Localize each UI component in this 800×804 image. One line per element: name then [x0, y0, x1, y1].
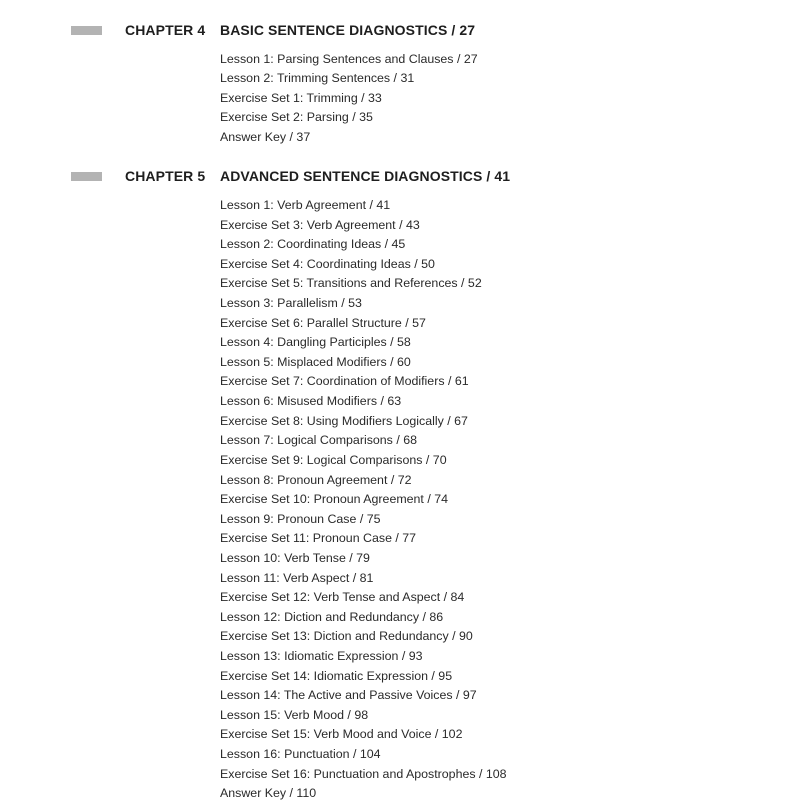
toc-entry: Lesson 13: Idiomatic Expression / 93 [220, 649, 423, 664]
toc-entry: Lesson 4: Dangling Participles / 58 [220, 335, 411, 350]
toc-entry: Lesson 15: Verb Mood / 98 [220, 707, 369, 722]
toc-entry: Exercise Set 10: Pronoun Agreement / 74 [220, 492, 448, 507]
toc-entry: Exercise Set 8: Using Modifiers Logically / 67 [220, 413, 468, 428]
toc-entry: Lesson 3: Parallelism / 53 [220, 296, 362, 311]
toc-entry: Exercise Set 4: Coordinating Ideas / 50 [220, 256, 435, 271]
toc-entry: Lesson 12: Diction and Redundancy / 86 [220, 609, 444, 624]
chapter-marker-bar [71, 26, 102, 35]
toc-entry: Exercise Set 11: Pronoun Case / 77 [220, 531, 417, 546]
toc-entry: Exercise Set 7: Coordination of Modifiers / 61 [220, 374, 469, 389]
toc-entry: Exercise Set 3: Verb Agreement / 43 [220, 217, 420, 232]
chapter-label: CHAPTER 5 [125, 168, 206, 184]
toc-entry: Lesson 10: Verb Tense / 79 [220, 550, 370, 565]
chapter-label: CHAPTER 4 [125, 22, 206, 38]
toc-entry: Exercise Set 13: Diction and Redundancy / 90 [220, 629, 473, 644]
toc-entry: Exercise Set 1: Trimming / 33 [220, 90, 382, 105]
toc-entry: Exercise Set 2: Parsing / 35 [220, 110, 373, 125]
toc-entry: Lesson 8: Pronoun Agreement / 72 [220, 472, 412, 487]
toc-entry: Lesson 14: The Active and Passive Voices / 97 [220, 688, 477, 703]
toc-entry: Answer Key / 110 [220, 786, 317, 801]
toc-entry: Exercise Set 6: Parallel Structure / 57 [220, 315, 426, 330]
toc-entry: Answer Key / 37 [220, 129, 311, 144]
toc-entry: Lesson 1: Verb Agreement / 41 [220, 198, 391, 212]
toc-entry: Exercise Set 15: Verb Mood and Voice / 102 [220, 727, 463, 742]
toc-entry: Exercise Set 12: Verb Tense and Aspect / 84 [220, 590, 465, 605]
toc-entry: Lesson 2: Trimming Sentences / 31 [220, 71, 415, 86]
chapter-marker-bar [71, 172, 102, 181]
toc-entry: Exercise Set 5: Transitions and References / 52 [220, 276, 482, 291]
toc-entry: Lesson 6: Misused Modifiers / 63 [220, 394, 402, 409]
chapter-5-entry-list [220, 196, 507, 804]
toc-entry: Exercise Set 14: Idiomatic Expression / 95 [220, 668, 453, 683]
toc-entry: Lesson 7: Logical Comparisons / 68 [220, 433, 417, 448]
toc-entry: Exercise Set 9: Logical Comparisons / 70 [220, 452, 447, 467]
chapter-title: ADVANCED SENTENCE DIAGNOSTICS / 41 [220, 168, 511, 184]
toc-entry: Exercise Set 16: Punctuation and Apostrophes / 108 [220, 766, 507, 781]
chapter-4-entry-list [220, 50, 478, 148]
toc-entry: Lesson 1: Parsing Sentences and Clauses / 27 [220, 51, 478, 66]
toc-entry: Lesson 5: Misplaced Modifiers / 60 [220, 354, 411, 369]
toc-entry: Lesson 16: Punctuation / 104 [220, 747, 381, 762]
toc-entry: Lesson 11: Verb Aspect / 81 [220, 570, 374, 585]
chapter-title: BASIC SENTENCE DIAGNOSTICS / 27 [220, 22, 476, 38]
toc-entry: Lesson 2: Coordinating Ideas / 45 [220, 237, 406, 252]
toc-entry: Lesson 9: Pronoun Case / 75 [220, 511, 381, 526]
